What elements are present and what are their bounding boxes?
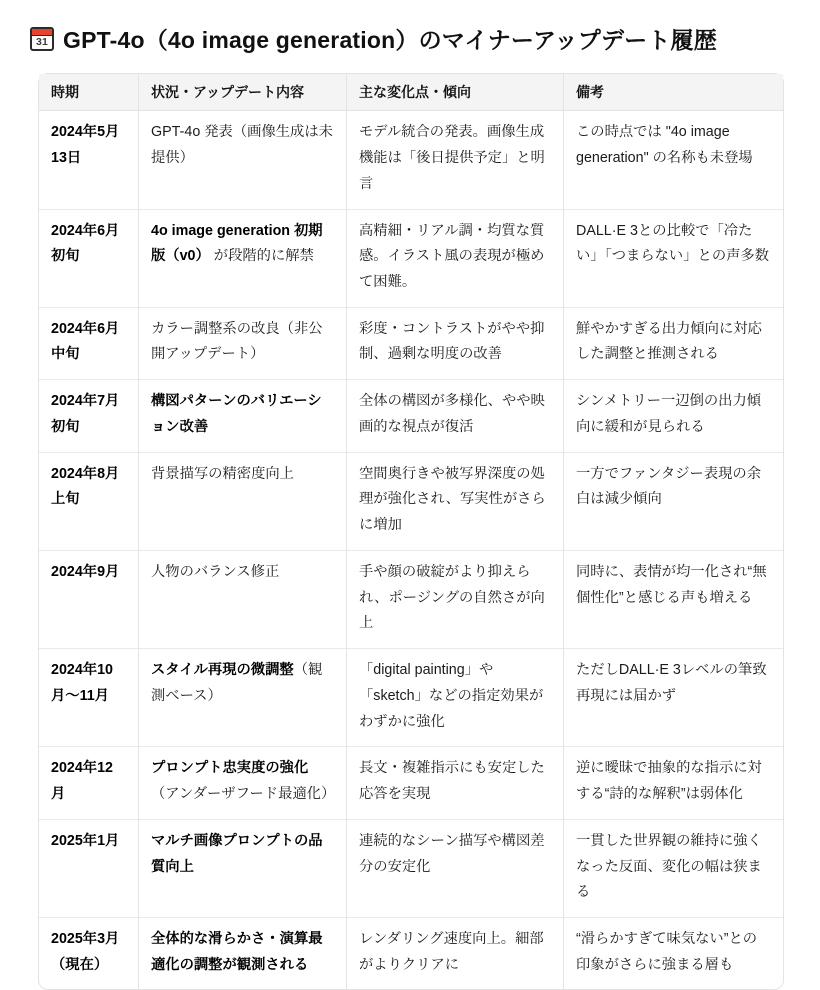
table-header-row [39,74,783,111]
notes-cell: 鮮やかすぎる出力傾向に対応した調整と推測される [563,308,783,380]
notes-cell: 一貫した世界観の維持に強くなった反面、変化の幅は狭まる [563,820,783,918]
update-history-table [39,74,783,989]
period-cell: 2025年3月（現在） [51,930,120,973]
table-row [39,111,783,209]
table-row [39,308,783,380]
header-notes: 備考 [563,74,783,111]
calendar-icon-number: 31 [35,36,49,48]
update-normal-text: （観測ベース） [151,662,323,704]
changes-cell: 連続的なシーン描写や構図差分の安定化 [346,820,563,918]
update-cell [138,918,346,989]
notes-cell: シンメトリー一辺倒の出力傾向に緩和が見られる [563,380,783,452]
update-normal-text: 人物のバランス修正 [151,563,280,580]
table-body [39,111,783,989]
period-cell: 2024年12月 [39,747,138,819]
changes-cell: レンダリング速度向上。細部がよりクリアに [346,918,563,989]
update-normal-text: が段階的に解禁 [209,248,314,265]
update-cell [138,820,346,918]
changes-cell: 手や顔の破綻がより抑えられ、ポージングの自然さが向上 [346,551,563,649]
changes-cell: 彩度・コントラストがやや抑制、過剰な明度の改善 [346,308,563,380]
page-title-text: GPT-4o（4o image generation）のマイナーアップデート履歴 [63,27,717,53]
update-cell [138,308,346,380]
header-changes: 主な変化点・傾向 [346,74,563,111]
table-header [39,74,783,111]
notes-cell: ただしDALL·E 3レベルの筆致再現には届かず [563,649,783,747]
period-cell: 2025年1月 [39,820,138,918]
update-normal-text: カラー調整系の改良（非公開アップデート） [151,320,323,363]
update-bold-text: 4o image generation 初期版（v0） [151,222,323,265]
period-cell: 2024年7月初旬 [39,380,138,452]
update-normal-text: （アンダーザフード最適化） [151,786,336,803]
table-row [39,551,783,649]
update-cell [138,380,346,452]
update-cell [138,747,346,819]
notes-cell: 一方でファンタジー表現の余白は減少傾向 [563,453,783,551]
header-update: 状況・アップデート内容 [138,74,346,111]
period-cell: 2024年6月初旬 [39,210,138,308]
update-normal-text: GPT-4o 発表（画像生成は未提供） [151,124,333,167]
table-row [39,918,783,989]
notes-cell: “滑らかすぎて味気ない”との印象がさらに強まる層も [563,918,783,989]
update-cell [138,551,346,649]
update-cell [138,453,346,551]
page-title [30,24,790,57]
update-cell [138,649,346,747]
table-row [39,820,783,918]
notes-cell: この時点では "4o image generation" の名称も未登場 [563,111,783,209]
update-cell [138,210,346,308]
header-period: 時期 [39,74,138,111]
table-row [39,380,783,452]
changes-cell: 全体の構図が多様化、やや映画的な視点が復活 [346,380,563,452]
update-bold-text: スタイル再現の微調整 [151,662,294,679]
period-cell: 2024年10月～11月 [39,649,138,747]
update-normal-text: 背景描写の精密度向上 [151,465,294,482]
update-bold-text: マルチ画像プロンプトの品質向上 [151,832,323,875]
notes-cell: DALL·E 3との比較で「冷たい」「つまらない」との声多数 [563,210,783,308]
period-cell: 2024年5月13日 [39,111,138,209]
period-cell: 2024年9月 [39,551,138,649]
period-cell: 2024年8月上旬 [39,453,138,551]
changes-cell: 長文・複雑指示にも安定した応答を実現 [346,747,563,819]
table-row [39,210,783,308]
update-cell [138,111,346,209]
period-cell: 2024年6月中旬 [39,308,138,380]
calendar-icon [30,27,54,51]
table-row [39,453,783,551]
table-row [39,747,783,819]
changes-cell: 空間奥行きや被写界深度の処理が強化され、写実性がさらに増加 [346,453,563,551]
notes-cell: 逆に曖昧で抽象的な指示に対する“詩的な解釈”は弱体化 [563,747,783,819]
changes-cell: モデル統合の発表。画像生成機能は「後日提供予定」と明言 [346,111,563,209]
update-bold-text: 全体的な滑らかさ・演算最適化の調整が観測される [151,930,323,973]
changes-cell: 高精細・リアル調・均質な質感。イラスト風の表現が極めて困難。 [346,210,563,308]
update-bold-text: 構図パターンのバリエーション改善 [151,393,322,435]
update-bold-text: プロンプト忠実度の強化 [151,760,309,777]
notes-cell: 同時に、表情が均一化され“無個性化”と感じる声も増える [563,551,783,649]
update-history-table-container [38,73,784,990]
table-row [39,649,783,747]
changes-cell: 「digital painting」や「sketch」などの指定効果がわずかに強化 [346,649,563,747]
